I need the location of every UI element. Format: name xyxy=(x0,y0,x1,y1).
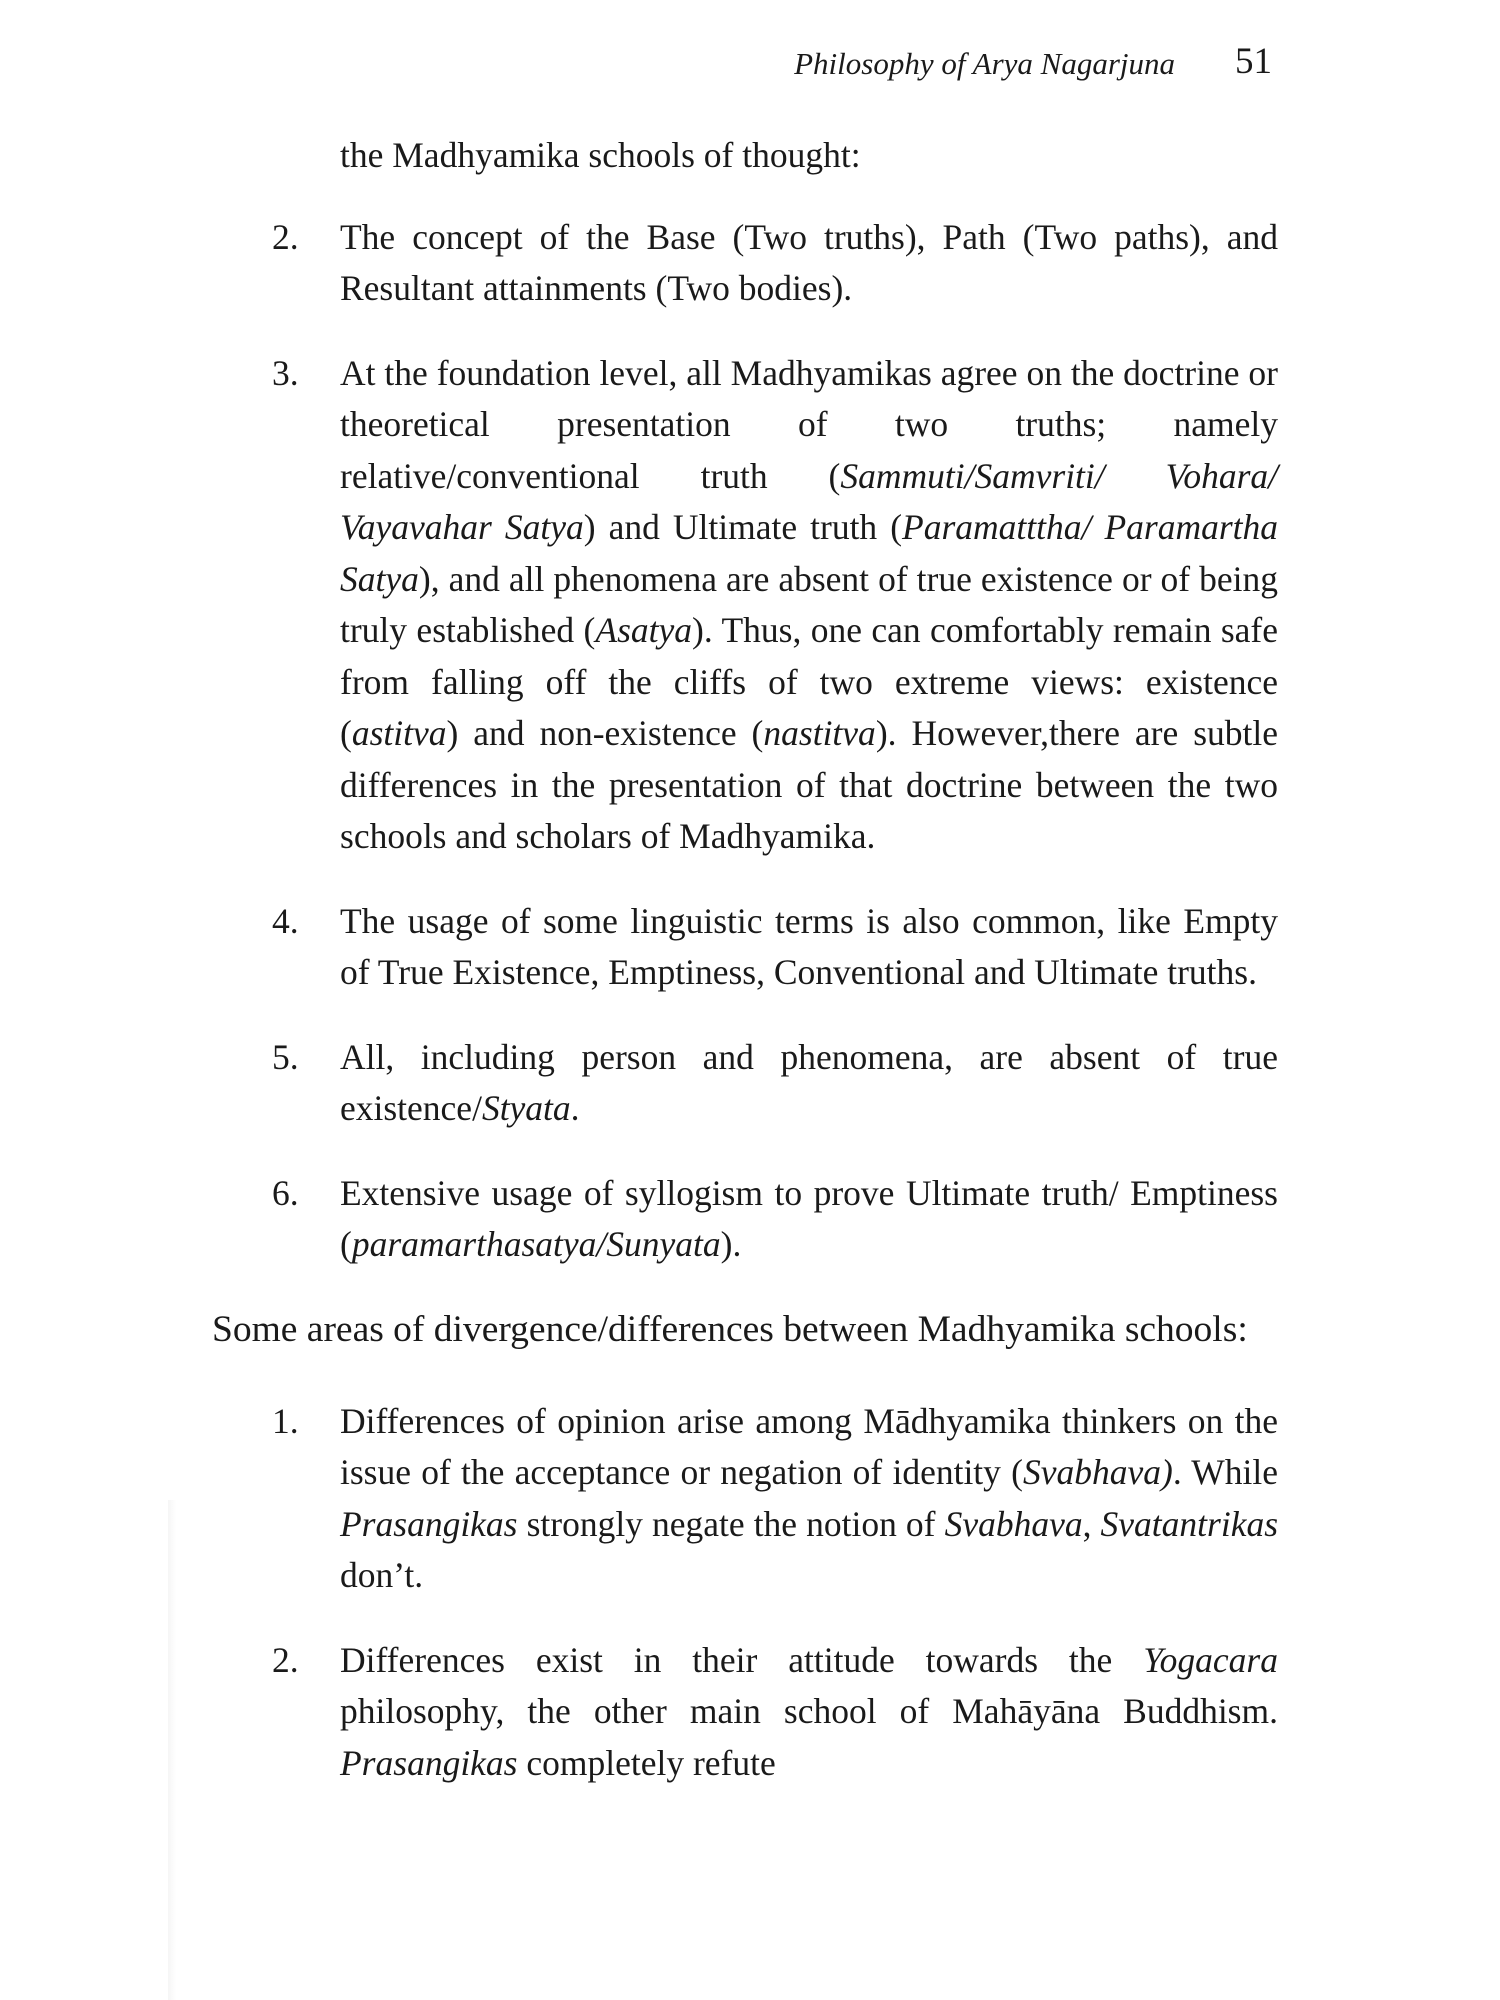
italic-term: Styata xyxy=(481,1088,571,1128)
list-item-number: 1. xyxy=(272,1400,299,1441)
list-item xyxy=(212,348,1278,863)
list-item-text: The concept of the Base (Two truths), Path (Two paths), and Resultant attainments (Two bodies). xyxy=(340,216,1278,308)
list-item xyxy=(212,1635,1278,1790)
list-item-text: Differences of opinion arise among Mādhyamika thinkers on the issue of the acceptance or negation of identity (Svabhava). While Prasangikas strongly negate the notion of Svabhava, Svatantrikas don’t. xyxy=(340,1400,1279,1595)
body-text xyxy=(212,130,1278,1789)
list-item xyxy=(212,1032,1278,1135)
list-item xyxy=(212,212,1278,315)
italic-term: Svatantrikas xyxy=(1100,1503,1279,1544)
list-item-number: 3. xyxy=(272,352,299,393)
list-item xyxy=(212,1168,1278,1271)
italic-term: Svabhava xyxy=(944,1503,1083,1544)
italic-term: Paramartha Satya xyxy=(340,507,1279,599)
list-item xyxy=(212,896,1278,999)
list-item-number: 2. xyxy=(272,216,299,257)
italic-term: paramarthasatya/Sunyata xyxy=(351,1224,721,1264)
italic-term: Asatya xyxy=(595,610,693,650)
list-item-number: 6. xyxy=(272,1172,299,1213)
italic-term: Prasangikas xyxy=(340,1503,518,1544)
list-item-text: Differences exist in their attitude towards the Yogacara philosophy, the other main school of Mahāyāna Buddhism. Prasangikas completely refute xyxy=(340,1639,1278,1783)
list-item-number: 4. xyxy=(272,900,299,941)
list-item-number: 5. xyxy=(272,1036,299,1077)
page-gutter-shadow xyxy=(168,1500,176,2000)
list-item-number: 2. xyxy=(272,1639,299,1680)
list-item-text: The usage of some linguistic terms is also common, like Empty of True Existence, Emptiness, Conventional and Ultimate truths. xyxy=(340,900,1278,992)
italic-term: Yogacara xyxy=(1143,1639,1278,1680)
italic-term: Svabhava) xyxy=(1022,1452,1173,1492)
italic-term: Paramatttha/ xyxy=(902,507,1092,547)
continuation-text: the Madhyamika schools of thought: xyxy=(340,135,861,175)
page-number: 51 xyxy=(1235,41,1272,82)
list-item xyxy=(212,1396,1278,1602)
italic-term: Vayavahar Satya xyxy=(340,507,584,547)
italic-term: Sammuti/Samvriti/ Vohara/ xyxy=(840,455,1278,496)
section-heading: Some areas of divergence/differences between Madhyamika schools: xyxy=(212,1308,1248,1350)
list-item-text: Extensive usage of syllogism to prove Ultimate truth/ Emptiness (paramarthasatya/Sunyata). xyxy=(340,1172,1278,1264)
italic-term: Prasangikas xyxy=(340,1742,518,1783)
running-head: Philosophy of Arya Nagarjuna xyxy=(794,46,1175,81)
page-header xyxy=(700,40,1280,90)
list-item-text: At the foundation level, all Madhyamikas agree on the doctrine or theoretical presentation of two truths; namely relative/conventional truth (Sammuti/Samvriti/ Vohara/ Vayavahar Satya) and Ultimate truth (Paramatttha/ Paramartha Satya), and all phenomena are absent of true existence or of being truly established (Asatya). Thus, one can comfortably remain safe from falling off the cliffs of two extreme views: existence (astitva) and non-existence (nastitva). However,there are subtle differences in the presentation of that doctrine between the two schools and scholars of Madhyamika. xyxy=(340,352,1279,856)
italic-term: astitva xyxy=(351,713,447,753)
list-item-text: All, including person and phenomena, are absent of true existence/Styata. xyxy=(340,1036,1278,1128)
italic-term: nastitva xyxy=(763,713,876,753)
